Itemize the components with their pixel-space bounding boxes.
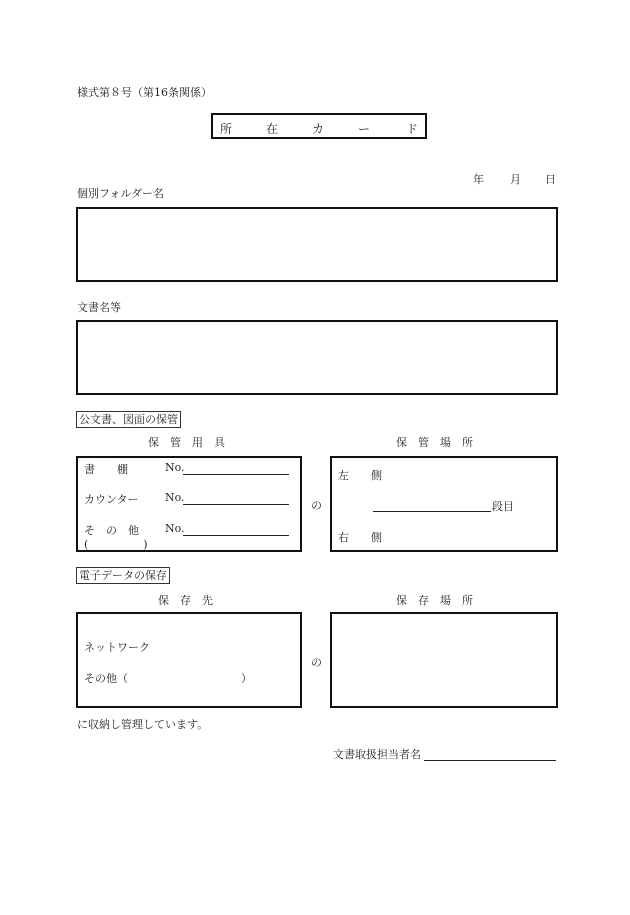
date-month: 月	[510, 173, 521, 186]
shelf-label: 書 棚	[84, 463, 128, 476]
other-no-field[interactable]	[183, 535, 289, 536]
counter-no-field[interactable]	[183, 504, 289, 505]
counter-label: カウンター	[84, 493, 139, 506]
folder-name-field[interactable]	[76, 207, 558, 282]
title-char: 在	[266, 122, 279, 136]
electronic-location-box[interactable]	[330, 612, 558, 708]
other-destination-open: その他（	[84, 672, 128, 685]
destination-box	[76, 612, 302, 708]
paper-section-heading	[76, 411, 181, 428]
destination-header: 保 存 先	[158, 594, 213, 607]
other-paren: ( )	[84, 538, 148, 551]
form-number: 様式第８号（第16条関係）	[77, 86, 212, 99]
shelf-no-label: No.	[165, 461, 185, 474]
folder-label: 個別フォルダー名	[77, 187, 165, 200]
title-char: ド	[406, 122, 419, 136]
right-side-label: 右 側	[338, 531, 382, 544]
date-day: 日	[545, 173, 556, 186]
left-side-label: 左 側	[338, 469, 382, 482]
document-name-field[interactable]	[76, 320, 558, 395]
document-label: 文書名等	[77, 301, 121, 314]
title-box	[211, 113, 427, 139]
shelf-level-suffix: 段目	[492, 500, 514, 513]
electronic-location-header: 保 存 場 所	[396, 594, 473, 607]
shelf-level-field[interactable]	[373, 511, 491, 512]
title-char: 所	[220, 122, 233, 136]
other-label: そ の 他	[84, 524, 139, 537]
date-year: 年	[473, 173, 484, 186]
person-name-field[interactable]	[424, 760, 556, 761]
paper-section-heading-text: 公文書、図面の保管	[79, 413, 178, 426]
title-char: ー	[358, 122, 371, 136]
counter-no-label: No.	[165, 491, 185, 504]
other-no-label: No.	[165, 522, 185, 535]
title-char: カ	[312, 122, 325, 136]
connector-no-1: の	[311, 499, 322, 512]
equipment-box	[76, 456, 302, 552]
shelf-no-field[interactable]	[183, 474, 289, 475]
electronic-section-heading	[76, 567, 170, 584]
electronic-section-heading-text: 電子データの保存	[79, 569, 167, 582]
other-destination-close: ）	[241, 672, 252, 685]
storage-location-box	[330, 456, 558, 552]
location-header: 保 管 場 所	[396, 436, 473, 449]
connector-no-2: の	[311, 656, 322, 669]
closing-text: に収納し管理しています。	[77, 718, 209, 731]
person-label: 文書取扱担当者名	[333, 748, 421, 761]
equipment-header: 保 管 用 具	[148, 436, 225, 449]
network-label: ネットワーク	[84, 641, 150, 654]
